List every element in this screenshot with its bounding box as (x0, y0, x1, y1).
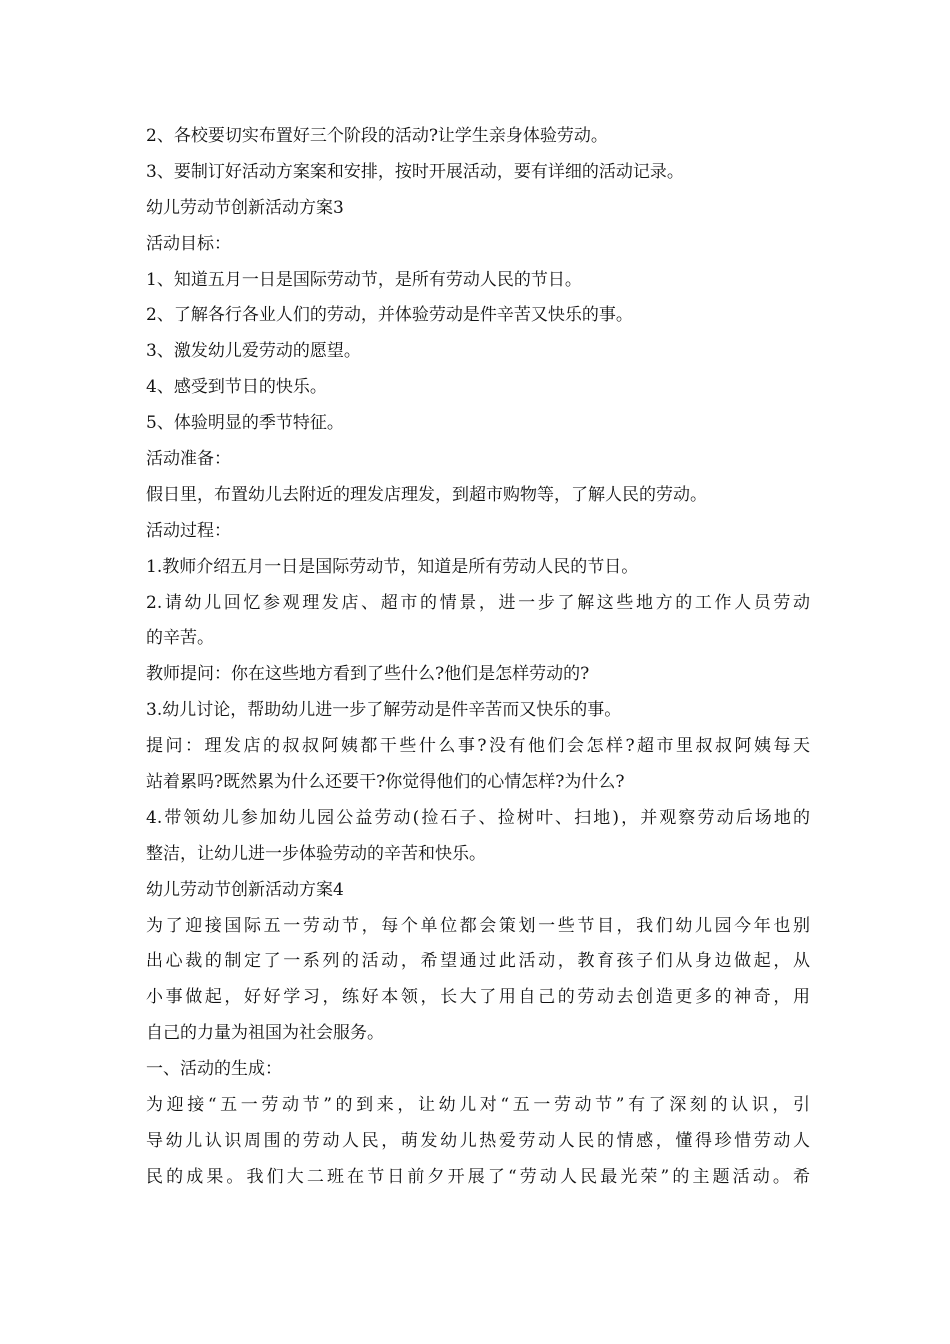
text-line: 4.带领幼儿参加幼儿园公益劳动(捡石子、捡树叶、扫地)，并观察劳动后场地的 (146, 807, 810, 828)
text-line: 整洁，让幼儿进一步体验劳动的辛苦和快乐。 (146, 843, 486, 864)
text-line: 3、要制订好活动方案案和安排，按时开展活动，要有详细的活动记录。 (146, 161, 684, 182)
section-heading: 幼儿劳动节创新活动方案3 (146, 197, 344, 218)
text-line: 5、体验明显的季节特征。 (146, 413, 344, 434)
text-line: 为迎接“五一劳动节”的到来，让幼儿对“五一劳动节”有了深刻的认识，引 (146, 1095, 810, 1116)
text-line: 2、了解各行各业人们的劳动，并体验劳动是件辛苦又快乐的事。 (146, 305, 633, 326)
subheading: 活动准备： (146, 449, 231, 470)
text-line: 导幼儿认识周围的劳动人民，萌发幼儿热爱劳动人民的情感，懂得珍惜劳动人 (146, 1130, 810, 1151)
text-line: 3、激发幼儿爱劳动的愿望。 (146, 341, 361, 362)
text-line: 教师提问：你在这些地方看到了些什么?他们是怎样劳动的? (146, 664, 590, 685)
section-heading: 幼儿劳动节创新活动方案4 (146, 879, 344, 900)
subheading: 活动过程： (146, 520, 231, 541)
text-line: 4、感受到节日的快乐。 (146, 377, 327, 398)
text-line: 2、各校要切实布置好三个阶段的活动?让学生亲身体验劳动。 (146, 126, 608, 146)
text-line: 1、知道五月一日是国际劳动节，是所有劳动人民的节日。 (146, 269, 582, 290)
text-line: 2.请幼儿回忆参观理发店、超市的情景，进一步了解这些地方的工作人员劳动 (146, 592, 810, 613)
text-line: 民的成果。我们大二班在节日前夕开展了“劳动人民最光荣”的主题活动。希 (146, 1166, 810, 1187)
text-line: 提问：理发店的叔叔阿姨都干些什么事?没有他们会怎样?超市里叔叔阿姨每天 (146, 736, 810, 757)
subheading: 活动目标： (146, 233, 231, 254)
text-line: 出心裁的制定了一系列的活动，希望通过此活动，教育孩子们从身边做起，从 (146, 951, 810, 972)
text-line: 3.幼儿讨论，帮助幼儿进一步了解劳动是件辛苦而又快乐的事。 (146, 700, 622, 721)
text-line: 小事做起，好好学习，练好本领，长大了用自己的劳动去创造更多的神奇，用 (146, 987, 810, 1008)
text-line: 的辛苦。 (146, 628, 214, 649)
document-body (146, 119, 810, 1196)
text-line: 为了迎接国际五一劳动节，每个单位都会策划一些节目，我们幼儿园今年也别 (146, 915, 810, 936)
text-line: 自己的力量为祖国为社会服务。 (146, 1023, 384, 1044)
subheading: 一、活动的生成： (146, 1059, 282, 1080)
text-line: 1.教师介绍五月一日是国际劳动节，知道是所有劳动人民的节日。 (146, 556, 639, 577)
text-line: 假日里，布置幼儿去附近的理发店理发，到超市购物等，了解人民的劳动。 (146, 484, 707, 505)
text-line: 站着累吗?既然累为什么还要干?你觉得他们的心情怎样?为什么? (146, 772, 625, 793)
